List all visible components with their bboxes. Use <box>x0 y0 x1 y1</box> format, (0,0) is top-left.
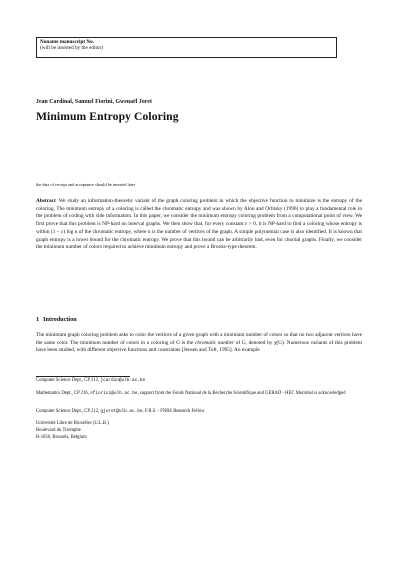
footnote-1-text: Computer Science Dept., CP 212, <box>36 378 101 383</box>
intro-text-2: of G, denoted by χ(G). Numerous variants of this problem have been studied, with different objective functions and constraints [Jensen and Toft, 1995]. An example <box>36 339 362 354</box>
abstract-text: We study an information-theoretic variant of the graph coloring problem in which the objective function to minimize is the entropy of the coloring. The minimum entropy of a coloring is called the chromatic entropy and was shown by Alon and Orlitsky (1996) to play a fundamental role in the problem of coding with side information. In this paper, we consider the minimum entropy coloring problem from a computational point of view. We first prove that this problem is NP-hard on interval graphs. We then show that, for every constant ε > 0, it is NP-hard to find a coloring whose entropy is within (1 − ε) log n of the chromatic entropy, where n is the number of vertices of the graph. A simple polynomial case is also identified. It is known that graph entropy is a lower bound for the chromatic entropy. We prove that this bound can be arbitrarily bad, even for chordal graphs. Finally, we consider the minimum number of colors required to achieve minimum entropy and prove a Brooks-type theorem. <box>36 198 362 251</box>
affiliation-address <box>36 421 109 441</box>
section-heading <box>36 316 77 323</box>
footnote-2-suffix: , support from the Fonds National de la Recherche Scientifique and GERAD - HEC Montréal is acknowledged <box>137 391 346 396</box>
footnote-2-email[interactable]: sfiorini@ulb.ac.be <box>90 391 138 396</box>
abstract-label: Abstract <box>36 198 56 204</box>
address-line-3: B-1050, Brussels, Belgium <box>36 434 87 440</box>
footnote-1-email[interactable]: jcardin@ulb.ac.be <box>100 378 146 383</box>
footnote-3-suffix: , F.R.S. - FNRS Research Fellow <box>142 409 205 414</box>
intro-text-1: The minimum graph coloring problem asks to color the vertices of a given graph with a minimum number of colors so that no two adjacent vertices have the same color. The minimum number of colors in a coloring of G is the <box>36 332 362 346</box>
editor-note: (will be inserted by the editor) <box>40 45 103 52</box>
paper-title: Minimum Entropy Coloring <box>36 110 179 123</box>
authors: Jean Cardinal, Samuel Fiorini, Gwenaël Joret <box>36 99 152 105</box>
footnote-2-text: Mathematics Dept., CP 216, <box>36 391 91 396</box>
intro-paragraph <box>36 332 362 355</box>
section-title: Introduction <box>43 316 77 323</box>
footnote-2 <box>36 391 362 397</box>
footnote-1 <box>36 378 362 384</box>
receipt-note: the date of receipt and acceptance should be inserted later <box>36 182 136 187</box>
abstract <box>36 198 362 252</box>
intro-emphasis: chromatic number <box>194 339 235 346</box>
footnote-3-text: Computer Science Dept., CP 212, <box>36 409 101 414</box>
manuscript-number: Noname manuscript No. <box>40 39 95 45</box>
footnote-rule <box>36 376 130 377</box>
manuscript-header-box <box>36 37 337 58</box>
footnote-3 <box>36 409 362 415</box>
address-line-2: Boulevard du Triomphe <box>36 427 81 433</box>
section-number: 1 <box>36 316 40 323</box>
footnote-3-email[interactable]: gjoret@ulb.ac.be <box>100 409 143 414</box>
address-line-1: Université Libre de Bruxelles (U.L.B.) <box>36 421 109 426</box>
